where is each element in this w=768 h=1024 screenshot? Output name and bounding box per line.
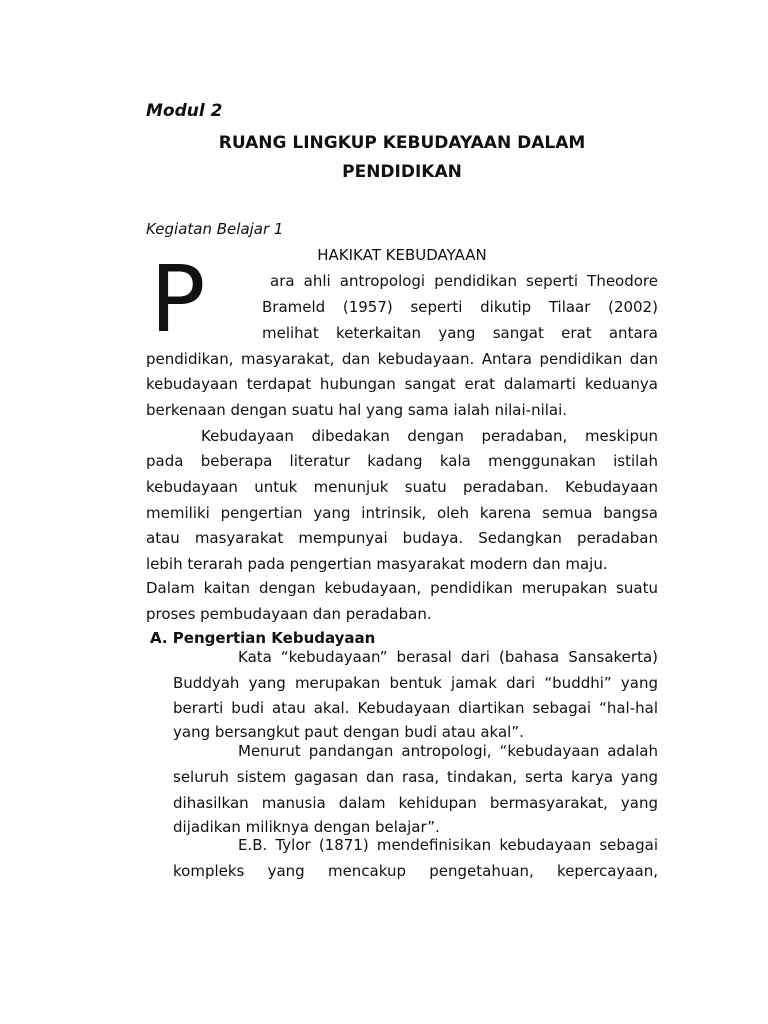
- a-p2-line-1: Menurut pandangan antropologi, “kebudayaan adalah: [238, 742, 658, 760]
- p2-line-3: kebudayaan untuk menunjuk suatu peradaban. Kebudayaan: [146, 478, 658, 496]
- a-p1-line-1: Kata “kebudayaan” berasal dari (bahasa Sansakerta): [238, 648, 658, 666]
- title-line-1: RUANG LINGKUP KEBUDAYAAN DALAM: [218, 133, 586, 153]
- p2-line-4: memiliki pengertian yang intrinsik, oleh karena semua bangsa: [146, 504, 658, 522]
- intro-line-1: ara ahli antropologi pendidikan seperti Theodore: [270, 272, 658, 290]
- intro-line-6: berkenaan dengan suatu hal yang sama ialah nilai-nilai.: [146, 401, 568, 419]
- intro-line-5: kebudayaan terdapat hubungan sangat erat dalamarti keduanya: [146, 375, 658, 393]
- p2-line-2: pada beberapa literatur kadang kala menggunakan istilah: [146, 452, 658, 470]
- intro-line-2: Brameld (1957) seperti dikutip Tilaar (2002): [262, 298, 658, 316]
- a-p2-line-4: dijadikan miliknya dengan belajar”.: [173, 818, 440, 836]
- a-p1-line-2: Buddyah yang merupakan bentuk jamak dari “buddhi” yang: [173, 674, 658, 692]
- section-a-heading: A. Pengertian Kebudayaan: [150, 629, 376, 647]
- p2-line-5: atau masyarakat mempunyai budaya. Sedangkan peradaban: [146, 529, 658, 547]
- module-label: Modul 2: [146, 101, 223, 121]
- title-line-2: PENDIDIKAN: [342, 162, 462, 182]
- a-p2-line-2: seluruh sistem gagasan dan rasa, tindakan, serta karya yang: [173, 768, 658, 786]
- intro-line-4: pendidikan, masyarakat, dan kebudayaan. Antara pendidikan dan: [146, 350, 658, 368]
- a-p2-line-3: dihasilkan manusia dalam kehidupan bermasyarakat, yang: [173, 794, 658, 812]
- section-heading: HAKIKAT KEBUDAYAAN: [317, 246, 487, 264]
- drop-cap: P: [150, 246, 206, 353]
- a-p3-line-1: E.B. Tylor (1871) mendefinisikan kebudayaan sebagai: [238, 836, 658, 854]
- p2-line-1: Kebudayaan dibedakan dengan peradaban, meskipun: [201, 427, 658, 445]
- p3-line-1: Dalam kaitan dengan kebudayaan, pendidikan merupakan suatu: [146, 579, 658, 597]
- a-p1-line-3: berarti budi atau akal. Kebudayaan diartikan sebagai “hal-hal: [173, 699, 658, 717]
- p2-line-6: lebih terarah pada pengertian masyarakat modern dan maju.: [146, 555, 608, 573]
- p3-line-2: proses pembudayaan dan peradaban.: [146, 605, 432, 623]
- intro-line-3: melihat keterkaitan yang sangat erat antara: [262, 324, 658, 342]
- a-p3-line-2: kompleks yang mencakup pengetahuan, kepercayaan,: [173, 862, 658, 880]
- a-p1-line-4: yang bersangkut paut dengan budi atau akal”.: [173, 723, 524, 741]
- activity-label: Kegiatan Belajar 1: [146, 220, 284, 238]
